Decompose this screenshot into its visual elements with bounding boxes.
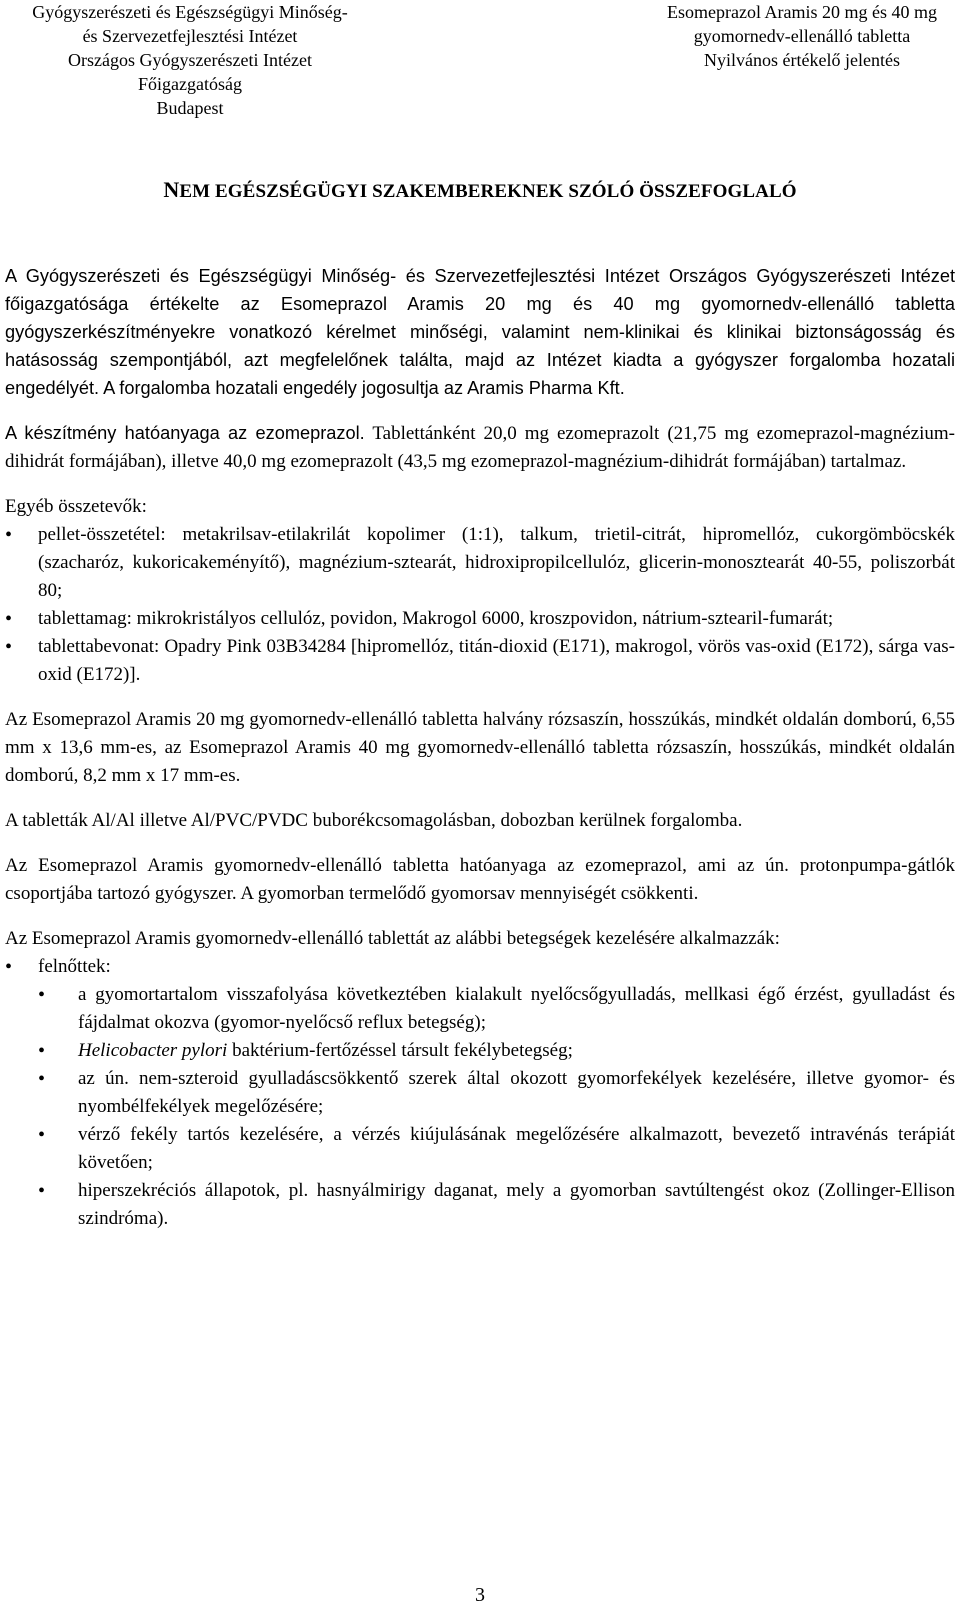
title-text: EM EGÉSZSÉGÜGYI SZAKEMBEREKNEK SZÓLÓ ÖSSZEFOGLALÓ [179,181,797,202]
indications-intro: Az Esomeprazol Aramis gyomornedv-ellenálló tablettát az alábbi betegségek kezelésére alkalmazzák: [5,928,780,949]
intro-paragraph: A Gyógyszerészeti és Egészségügyi Minőség- és Szervezetfejlesztési Intézet Országos Gyógyszerészeti Intézet főigazgatósága értékelte az Esomeprazol Aramis 20 mg és 40 mg gyomornedv-ellenálló tabletta gyógyszerkészítményekre vonatkozó kérelmet minőségi, valamint nem-klinikai és klinikai biztonságosság és hatásosság szempontjából, azt megfelelőnek találta, majd az Intézet kiadta a gyógyszer forgalomba hozatali engedélyét. A forgalomba hozatali engedély jogosultja az Aramis Pharma Kft. [5,266,955,398]
title-initial: N [163,177,180,202]
appearance-paragraph: Az Esomeprazol Aramis 20 mg gyomornedv-ellenálló tabletta halvány rózsaszín, hosszúkás, mindkét oldalán domború, 6,55 mm x 13,6 mm-es, az Esomeprazol Aramis 40 mg gyomornedv-ellenálló tabletta rózsaszín, hosszúkás, mindkét oldalán domború, 8,2 mm x 17 mm-es. [5,709,955,786]
list-item-text: baktérium-fertőzéssel társult fekélybetegség; [227,1040,573,1061]
excipients-heading: Egyéb összetevők: [5,496,147,517]
list-item [5,1037,955,1065]
document-body [5,262,955,1233]
excipients-list [5,521,955,689]
header-left-line: Főigazgatóság [138,74,242,94]
page-number: 3 [475,1584,485,1606]
indications-group: • felnőttek: [5,953,955,981]
italic-term: Helicobacter pylori [78,1040,228,1061]
list-item: • pellet-összetétel: metakrilsav-etilakrilát kopolimer (1:1), talkum, trietil-citrát, hipromellóz, cukorgömböcskék (szacharóz, kukoricakeményítő), magnézium-sztearát, hidroxipropilcellulóz, glicerin-monosztearát 40-55, poliszorbát 80; [5,521,955,605]
header-left-line: Országos Gyógyszerészeti Intézet [68,50,312,70]
mechanism-paragraph: Az Esomeprazol Aramis gyomornedv-ellenálló tabletta hatóanyaga az ezomeprazol, ami az ún. protonpumpa-gátlók csoportjába tartozó gyógyszer. A gyomorban termelődő gyomorsav mennyiségét csökkenti. [5,855,955,904]
list-item: • az ún. nem-szteroid gyulladáscsökkentő szerek által okozott gyomorfekélyek kezelésére, illetve gyomor- és nyombélfekélyek megelőzésére; [5,1065,955,1121]
list-item: • a gyomortartalom visszafolyása következtében kialakult nyelőcsőgyulladás, mellkasi égő érzést, gyulladást és fájdalmat okozva (gyomor-nyelőcső reflux betegség); [5,981,955,1037]
list-item: • tablettamag: mikrokristályos cellulóz, povidon, Makrogol 6000, kroszpovidon, nátrium-sztearil-fumarát; [5,605,955,633]
list-item: • tablettabevonat: Opadry Pink 03B34284 [hipromellóz, titán-dioxid (E171), makrogol, vörös vas-oxid (E172), sárga vas-oxid (E172)]. [5,633,955,689]
header-right [652,0,952,72]
list-item: • vérző fekély tartós kezelésére, a vérzés kiújulásának megelőzésére alkalmazott, bevezető intravénás terápiát követően; [5,1121,955,1177]
page-title [0,177,960,203]
header-right-line: gyomornedv-ellenálló tabletta [693,26,911,46]
header-left-line: Budapest [156,98,224,118]
indications-list [5,953,955,1233]
active-substance-text: Tablettánként 20,0 mg ezomeprazolt (21,75 mg ezomeprazol-magnézium-dihidrát formájában), illetve 40,0 mg ezomeprazolt (43,5 mg ezomeprazol-magnézium-dihidrát formájában) tartalmaz. [5,423,955,472]
active-substance-lead: A készítmény hatóanyaga az ezomeprazol. [5,423,365,443]
header-right-line: Nyilvános értékelő jelentés [704,50,900,70]
header-left-line: Gyógyszerészeti és Egészségügyi Minőség- [32,2,348,22]
active-substance-paragraph [5,419,955,476]
header-left [5,0,375,120]
list-item: • hiperszekréciós állapotok, pl. hasnyálmirigy daganat, mely a gyomorban savtúltengést okoz (Zollinger-Ellison szindróma). [5,1177,955,1233]
packaging-paragraph: A tabletták Al/Al illetve Al/PVC/PVDC buborékcsomagolásban, dobozban kerülnek forgalomba. [5,810,743,831]
header-right-line: Esomeprazol Aramis 20 mg és 40 mg [667,2,937,22]
header-left-line: és Szervezetfejlesztési Intézet [82,26,298,46]
